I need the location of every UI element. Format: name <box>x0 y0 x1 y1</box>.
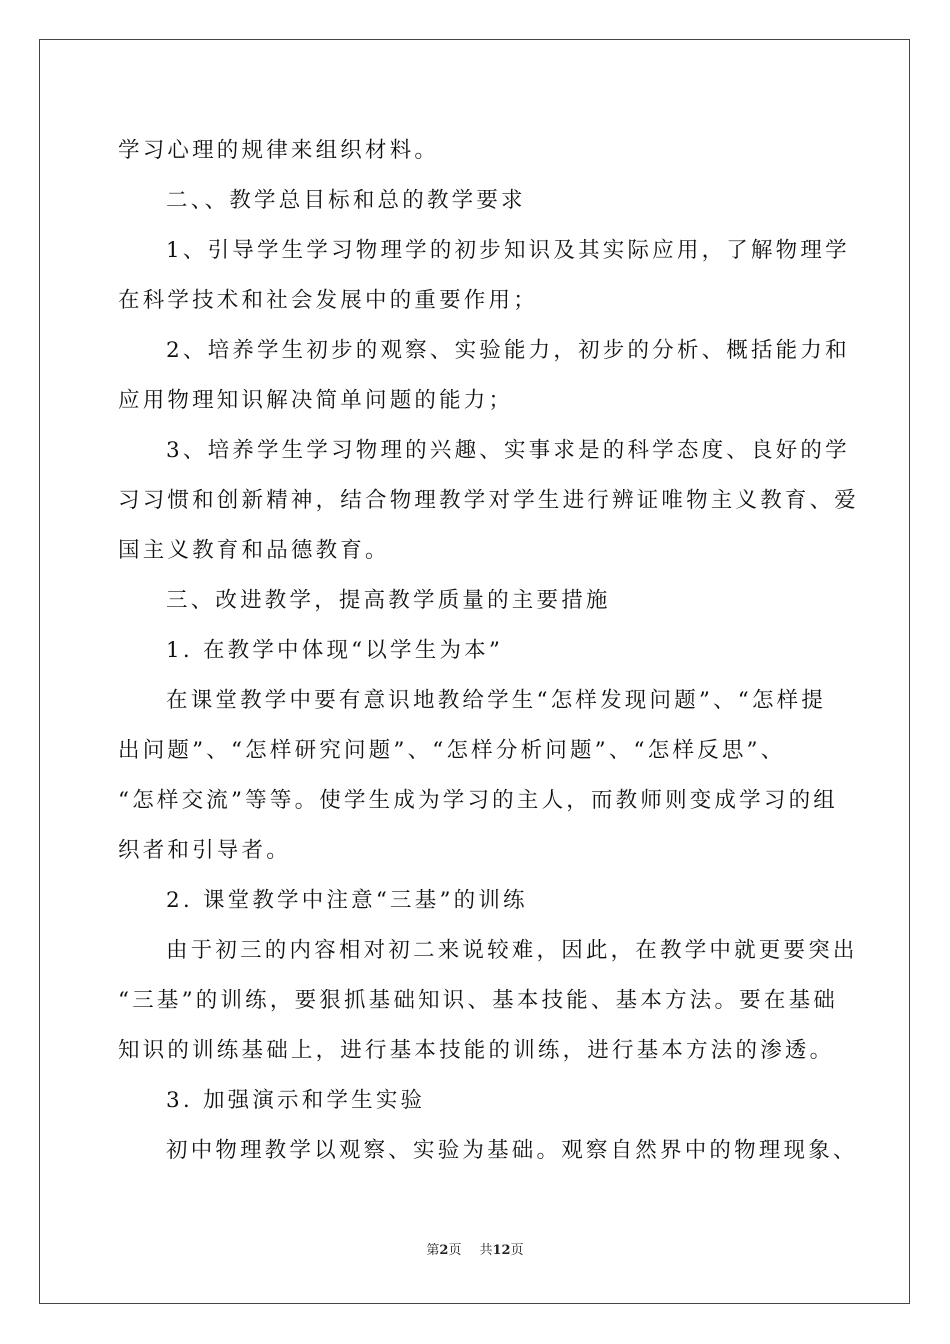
text-line: 织者和引导者。 <box>118 838 291 863</box>
page-unit: 页 <box>448 1243 462 1258</box>
text-line: “三基”的训练，要狠抓基础知识、基本技能、基本方法。要在基础 <box>118 988 838 1013</box>
text-line: 2、培养学生初步的观察、实验能力，初步的分析、概括能力和 <box>166 338 850 363</box>
total-prefix: 共 <box>479 1243 493 1258</box>
text-line: 3、培养学生学习物理的兴趣、实事求是的科学态度、良好的学 <box>166 438 850 463</box>
text-line: 出问题”、“怎样研究问题”、“怎样分析问题”、“怎样反思”、 <box>118 738 786 763</box>
text-line: 应用物理知识解决简单问题的能力； <box>118 388 514 413</box>
subsection-heading: 2. 课堂教学中注意“三基”的训练 <box>166 888 528 913</box>
text-line: 知识的训练基础上，进行基本技能的训练，进行基本方法的渗透。 <box>118 1038 835 1063</box>
page-number: 2 <box>439 1243 449 1258</box>
text-line: 在课堂教学中要有意识地教给学生“怎样发现问题”、“怎样提 <box>166 688 827 713</box>
section-heading: 三、改进教学，提高教学质量的主要措施 <box>166 588 611 613</box>
page-prefix: 第 <box>426 1243 440 1258</box>
text-line: “怎样交流”等等。使学生成为学习的主人，而教师则变成学习的组 <box>118 788 838 813</box>
page-footer <box>0 1241 950 1261</box>
subsection-heading: 1. 在教学中体现“以学生为本” <box>166 638 504 663</box>
text-line: 1、引导学生学习物理学的初步知识及其实际应用，了解物理学 <box>166 238 850 263</box>
section-heading: 二、、教学总目标和总的教学要求 <box>166 188 526 213</box>
total-pages: 12 <box>492 1243 511 1258</box>
subsection-heading: 3. 加强演示和学生实验 <box>166 1088 426 1113</box>
text-line: 由于初三的内容相对初二来说较难，因此，在教学中就更要突出 <box>166 938 858 963</box>
text-line: 习习惯和创新精神，结合物理教学对学生进行辨证唯物主义教育、爱 <box>118 488 860 513</box>
text-line: 国主义教育和品德教育。 <box>118 538 390 563</box>
text-line: 在科学技术和社会发展中的重要作用； <box>118 288 538 313</box>
total-unit: 页 <box>510 1243 524 1258</box>
text-line: 学习心理的规律来组织材料。 <box>118 138 440 163</box>
text-line: 初中物理教学以观察、实验为基础。观察自然界中的物理现象、 <box>166 1138 858 1163</box>
